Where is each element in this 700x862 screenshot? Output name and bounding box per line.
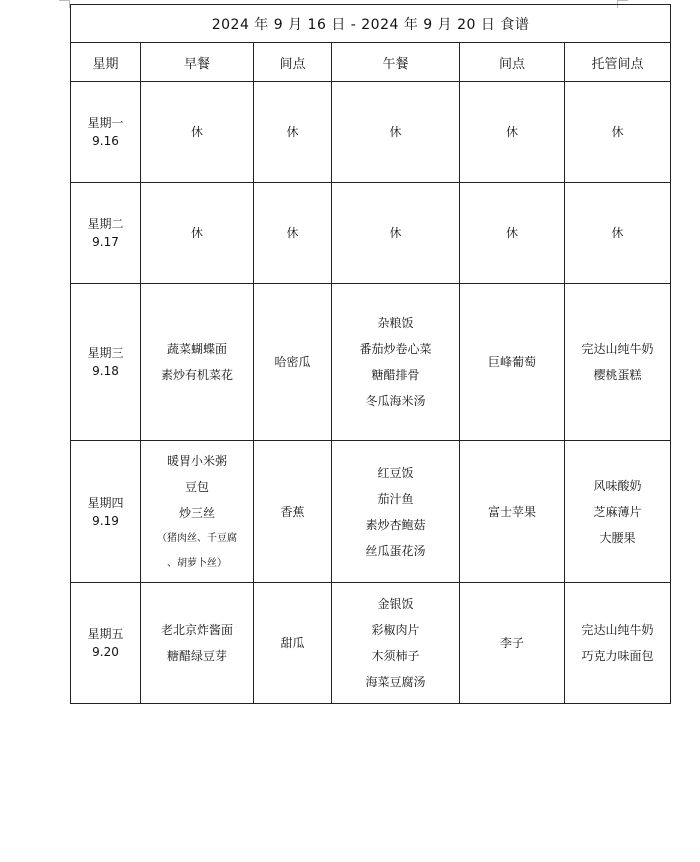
lunch-cell — [332, 82, 460, 183]
menu-item-note: 、胡萝卜丝） — [167, 557, 227, 569]
table-row — [71, 183, 671, 284]
lunch-cell — [332, 583, 460, 704]
header-breakfast: 早餐 — [141, 43, 254, 82]
menu-item-note: （猪肉丝、千豆腐 — [157, 532, 237, 544]
snack-2-cell — [460, 583, 565, 704]
menu-item: 冬瓜海米汤 — [365, 394, 426, 408]
title-row — [71, 5, 671, 43]
menu-item: 休 — [286, 226, 299, 240]
menu-item: 糖醋排骨 — [371, 368, 420, 382]
care-snack-cell — [565, 82, 671, 183]
snack-1-cell — [254, 284, 332, 441]
menu-table — [70, 4, 671, 704]
lunch-cell — [332, 441, 460, 583]
header-snack-1: 间点 — [254, 43, 332, 82]
menu-item: 休 — [389, 226, 402, 240]
menu-item: 风味酸奶 — [593, 478, 642, 493]
table-row — [71, 284, 671, 441]
menu-item: 彩椒肉片 — [371, 623, 420, 637]
day-cell — [71, 441, 141, 583]
table-row — [71, 82, 671, 183]
menu-item: 休 — [505, 226, 518, 240]
menu-item: 巨峰葡萄 — [487, 355, 536, 369]
table-row — [71, 441, 671, 583]
menu-item: 巧克力味面包 — [581, 649, 654, 663]
menu-item: 甜瓜 — [280, 636, 305, 650]
menu-item: 杂粮饭 — [377, 316, 414, 330]
breakfast-cell — [141, 583, 254, 704]
menu-item: 糖醋绿豆芽 — [166, 649, 227, 663]
menu-item: 休 — [389, 125, 402, 139]
day-name: 星期一 — [87, 116, 124, 130]
table-row — [71, 583, 671, 704]
menu-item: 豆包 — [184, 479, 209, 494]
header-weekday: 星期 — [71, 43, 141, 82]
day-date: 9.17 — [92, 235, 119, 249]
snack-2-cell — [460, 82, 565, 183]
page-corner-mark-right-h — [618, 0, 628, 1]
day-name: 星期四 — [87, 495, 124, 510]
day-cell — [71, 284, 141, 441]
day-cell — [71, 82, 141, 183]
menu-item: 芝麻薄片 — [593, 504, 642, 519]
header-snack-2: 间点 — [460, 43, 565, 82]
header-row — [71, 43, 671, 82]
snack-1-cell — [254, 82, 332, 183]
breakfast-cell — [141, 82, 254, 183]
menu-item: 炒三丝 — [178, 505, 215, 520]
menu-item: 完达山纯牛奶 — [581, 342, 654, 356]
menu-item: 休 — [505, 125, 518, 139]
menu-item: 香蕉 — [280, 504, 305, 519]
day-date: 9.16 — [92, 134, 119, 148]
day-cell — [71, 183, 141, 284]
day-date: 9.19 — [92, 513, 119, 528]
lunch-cell — [332, 284, 460, 441]
menu-item: 金银饭 — [377, 597, 414, 611]
breakfast-cell — [141, 441, 254, 583]
menu-item: 木须柿子 — [371, 649, 420, 663]
menu-item: 富士苹果 — [487, 504, 536, 519]
snack-1-cell — [254, 441, 332, 583]
snack-1-cell — [254, 583, 332, 704]
menu-item: 红豆饭 — [377, 465, 414, 480]
menu-item: 大腰果 — [599, 530, 636, 545]
menu-item: 休 — [286, 125, 299, 139]
menu-item: 休 — [611, 125, 624, 139]
care-snack-cell — [565, 583, 671, 704]
care-snack-cell — [565, 284, 671, 441]
menu-item: 丝瓜蛋花汤 — [365, 543, 426, 558]
day-name: 星期二 — [87, 217, 124, 231]
menu-item: 樱桃蛋糕 — [593, 368, 642, 382]
breakfast-cell — [141, 183, 254, 284]
snack-1-cell — [254, 183, 332, 284]
menu-item: 李子 — [499, 636, 524, 650]
header-lunch: 午餐 — [332, 43, 460, 82]
menu-item: 素炒杏鲍菇 — [365, 517, 426, 532]
day-date: 9.18 — [92, 364, 119, 378]
menu-item: 蔬菜蝴蝶面 — [166, 342, 227, 356]
care-snack-cell — [565, 183, 671, 284]
day-cell — [71, 583, 141, 704]
menu-item: 暖胃小米粥 — [166, 453, 227, 468]
menu-item: 素炒有机菜花 — [160, 368, 233, 382]
menu-item: 茄汁鱼 — [377, 491, 414, 506]
day-date: 9.20 — [92, 645, 119, 659]
menu-item: 海菜豆腐汤 — [365, 675, 426, 689]
snack-2-cell — [460, 183, 565, 284]
page-corner-mark-left-h — [59, 0, 69, 1]
menu-item: 休 — [190, 226, 203, 240]
menu-item: 完达山纯牛奶 — [581, 623, 654, 637]
menu-item: 番茄炒卷心菜 — [359, 342, 432, 356]
header-care-snack: 托管间点 — [565, 43, 671, 82]
day-name: 星期三 — [87, 346, 124, 360]
day-name: 星期五 — [87, 627, 124, 641]
menu-item: 休 — [611, 226, 624, 240]
lunch-cell — [332, 183, 460, 284]
menu-item: 哈密瓜 — [274, 355, 311, 369]
menu-item: 老北京炸酱面 — [160, 623, 233, 637]
snack-2-cell — [460, 284, 565, 441]
snack-2-cell — [460, 441, 565, 583]
menu-item: 休 — [190, 125, 203, 139]
menu-title: 2024 年 9 月 16 日 - 2024 年 9 月 20 日 食谱 — [71, 5, 671, 43]
breakfast-cell — [141, 284, 254, 441]
care-snack-cell — [565, 441, 671, 583]
